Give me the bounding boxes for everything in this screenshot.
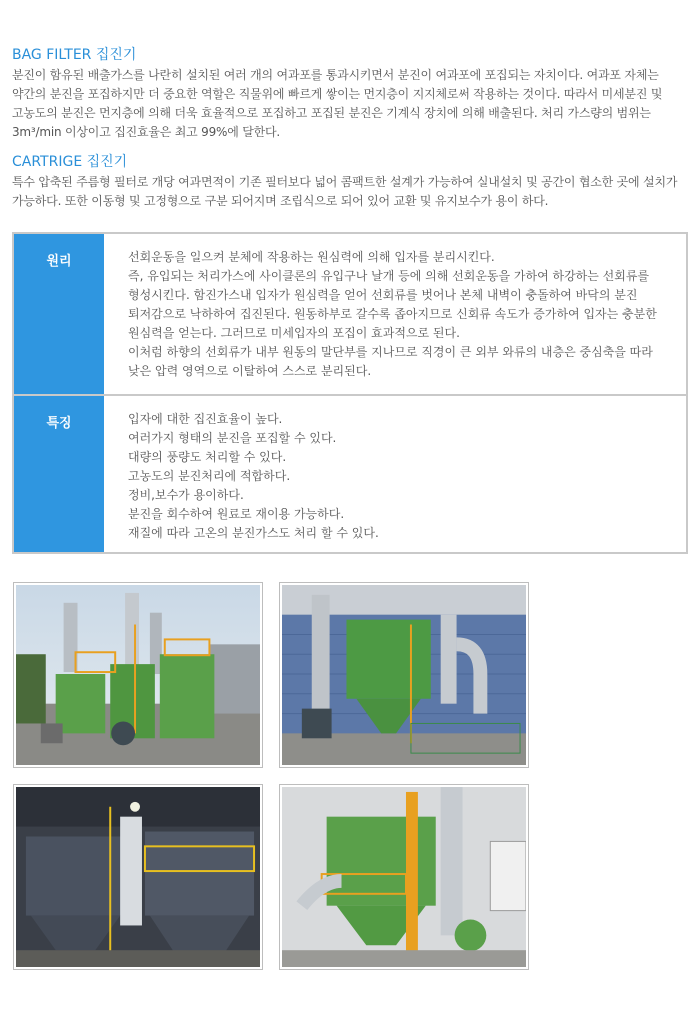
bag-filter-line: 분진이 함유된 배출가스를 나란히 설치된 여러 개의 여과포를 통과시키면서 분진이 여과포에 포집되는 자치이다. 여과포 자체는 [12, 68, 659, 82]
feature-line: 분진을 회수하여 원료로 재이용 가능하다. [128, 507, 345, 521]
principle-line: 형성시킨다. 함진가스내 입자가 원심력을 얻어 선회류를 벗어나 본체 내벽이 충돌하여 바닥의 분진 [128, 288, 638, 302]
dust-collector-photo-4 [279, 784, 529, 970]
principle-line: 선회운동을 일으켜 분체에 작용하는 원심력에 의해 입자를 분리시킨다. [128, 250, 495, 264]
bag-filter-line: 약간의 분진을 포집하지만 더 중요한 역할은 직물위에 빠르게 쌓이는 먼지층이 지지체로써 작용하는 것이다. 따라서 미세분진 및 [12, 87, 663, 101]
features-label: 특징 [14, 396, 104, 552]
feature-line: 재질에 따라 고온의 분진가스도 처리 할 수 있다. [128, 526, 379, 540]
cartrige-section [12, 153, 692, 211]
feature-line: 대량의 풍량도 처리할 수 있다. [128, 450, 287, 464]
feature-line: 고농도의 분진처리에 적합하다. [128, 469, 291, 483]
features-content [104, 396, 686, 552]
feature-line: 입자에 대한 집진효율이 높다. [128, 412, 283, 426]
cartrige-title: CARTRIGE 집진기 [12, 154, 128, 170]
features-row [14, 396, 686, 552]
bag-filter-section [12, 46, 692, 142]
principle-line: 즉, 유입되는 처리가스에 사이클론의 유입구나 날개 등에 의해 선회운동을 가하여 하강하는 선회류를 [128, 269, 650, 283]
bag-filter-line: 고농도의 분진은 먼지층에 의해 더욱 효율적으로 포집하고 포집된 분진은 기계식 장치에 의해 배출된다. 처리 가스량의 범위는 [12, 106, 651, 120]
dust-collector-photo-3 [13, 784, 263, 970]
principle-line: 이처럼 하향의 선회류가 내부 원동의 말단부를 지나므로 직경이 큰 외부 와류의 내층은 중심축을 따라 [128, 345, 653, 359]
feature-line: 정비,보수가 용이하다. [128, 488, 244, 502]
dust-collector-photo-1 [13, 582, 263, 768]
bag-filter-description [12, 66, 692, 142]
principle-line: 낮은 압력 영역으로 이탈하여 스스로 분리된다. [128, 364, 372, 378]
dust-collector-photo-2 [279, 582, 529, 768]
principle-line: 원심력을 얻는다. 그러므로 미세입자의 포집이 효과적으로 된다. [128, 326, 460, 340]
cartrige-line: 특수 압축된 주름형 필터로 개당 여과면적이 기존 필터보다 넓어 콤팩트한 설계가 가능하여 실내설치 및 공간이 협소한 곳에 설치가 [12, 175, 678, 189]
principle-label: 원리 [14, 234, 104, 394]
cartrige-description [12, 173, 692, 211]
principle-line: 퇴저감으로 낙하하여 집진된다. 원동하부로 갈수록 좁아지므로 신회류 속도가 증가하여 입자는 충분한 [128, 307, 657, 321]
spec-table [12, 232, 688, 554]
bag-filter-title: BAG FILTER 집진기 [12, 47, 137, 63]
principle-row [14, 234, 686, 396]
principle-content [104, 234, 686, 394]
cartrige-line: 가능하다. 또한 이동형 및 고정형으로 구분 되어지며 조립식으로 되어 있어 교환 및 유지보수가 용이 하다. [12, 194, 549, 208]
feature-line: 여러가지 형태의 분진을 포집할 수 있다. [128, 431, 337, 445]
bag-filter-line: 3m³/min 이상이고 집진효율은 최고 99%에 달한다. [12, 125, 281, 139]
